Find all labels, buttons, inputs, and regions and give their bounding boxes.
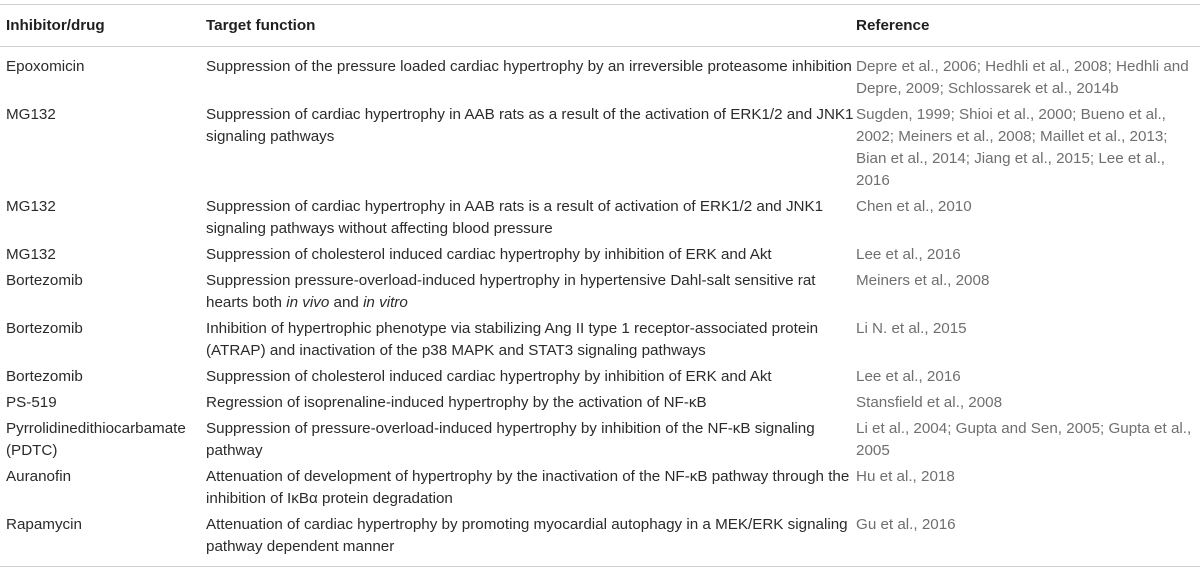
function-text: Inhibition of hypertrophic phenotype via stabilizing Ang II type 1 receptor-associated protein (ATRAP) and inactivation of the p38 MAPK and STAT3 signaling pathways xyxy=(206,320,819,359)
header-target-function: Target function xyxy=(206,5,856,47)
inhibitor-table xyxy=(0,4,1200,567)
cell-inhibitor-drug: Bortezomib xyxy=(6,368,83,385)
cell-target-function xyxy=(206,363,856,389)
function-text: Suppression of cholesterol induced cardiac hypertrophy by inhibition of ERK and Akt xyxy=(206,246,772,263)
cell-inhibitor-drug: Bortezomib xyxy=(6,320,83,337)
cell-reference: Chen et al., 2010 xyxy=(856,198,972,215)
cell-target-function xyxy=(206,101,856,193)
cell-reference: Sugden, 1999; Shioi et al., 2000; Bueno et al., 2002; Meiners et al., 2008; Maillet et al., 2013; Bian et al., 2014; Jiang et al., 2015; Lee et al., 2016 xyxy=(856,106,1168,189)
table-row xyxy=(0,511,1200,567)
function-text: Suppression of the pressure loaded cardiac hypertrophy by an irreversible proteasome inhibition xyxy=(206,58,852,75)
table-header xyxy=(0,5,1200,47)
table-row xyxy=(0,363,1200,389)
cell-reference: Hu et al., 2018 xyxy=(856,468,955,485)
cell-reference: Lee et al., 2016 xyxy=(856,246,961,263)
cell-target-function xyxy=(206,511,856,567)
function-text: Suppression of pressure-overload-induced hypertrophy by inhibition of the NF-κB signaling pathway xyxy=(206,420,815,459)
cell-reference: Meiners et al., 2008 xyxy=(856,272,990,289)
cell-reference: Li et al., 2004; Gupta and Sen, 2005; Gupta et al., 2005 xyxy=(856,420,1192,459)
header-reference: Reference xyxy=(856,5,1200,47)
table-row xyxy=(0,193,1200,241)
table-row xyxy=(0,463,1200,511)
cell-inhibitor-drug: MG132 xyxy=(6,246,56,263)
cell-reference: Stansfield et al., 2008 xyxy=(856,394,1003,411)
cell-inhibitor-drug: Pyrrolidinedithiocarbamate (PDTC) xyxy=(6,420,186,459)
cell-target-function xyxy=(206,315,856,363)
cell-target-function xyxy=(206,389,856,415)
cell-inhibitor-drug: Epoxomicin xyxy=(6,58,85,75)
cell-inhibitor-drug: PS-519 xyxy=(6,394,57,411)
function-text: Attenuation of cardiac hypertrophy by promoting myocardial autophagy in a MEK/ERK signaling pathway dependent manner xyxy=(206,516,848,555)
cell-target-function xyxy=(206,463,856,511)
cell-reference: Li N. et al., 2015 xyxy=(856,320,967,337)
cell-target-function xyxy=(206,193,856,241)
cell-inhibitor-drug: Auranofin xyxy=(6,468,72,485)
table-row xyxy=(0,47,1200,102)
function-text: Suppression of cholesterol induced cardiac hypertrophy by inhibition of ERK and Akt xyxy=(206,368,772,385)
cell-reference: Gu et al., 2016 xyxy=(856,511,1200,567)
function-text: Attenuation of development of hypertrophy by the inactivation of the NF-κB pathway through the inhibition of IκBα protein degradation xyxy=(206,468,850,507)
cell-target-function xyxy=(206,47,856,102)
italic-text: in vivo xyxy=(286,294,330,311)
cell-inhibitor-drug: Bortezomib xyxy=(6,272,83,289)
table-row xyxy=(0,415,1200,463)
function-text: Suppression pressure-overload-induced hypertrophy in hypertensive Dahl-salt sensitive rat hearts both xyxy=(206,272,816,311)
table-body xyxy=(0,47,1200,567)
table-row xyxy=(0,389,1200,415)
cell-inhibitor-drug: MG132 xyxy=(6,198,56,215)
table-row xyxy=(0,101,1200,193)
cell-inhibitor-drug: MG132 xyxy=(6,106,56,123)
cell-reference: Depre et al., 2006; Hedhli et al., 2008; Hedhli and Depre, 2009; Schlossarek et al., 2014b xyxy=(856,58,1189,97)
table-row xyxy=(0,241,1200,267)
table-row xyxy=(0,315,1200,363)
cell-target-function xyxy=(206,267,856,315)
italic-text: in vitro xyxy=(363,294,408,311)
header-row xyxy=(0,5,1200,47)
cell-target-function xyxy=(206,241,856,267)
cell-reference: Lee et al., 2016 xyxy=(856,368,961,385)
function-text: Suppression of cardiac hypertrophy in AAB rats is a result of activation of ERK1/2 and JNK1 signaling pathways without affecting blood pressure xyxy=(206,198,824,237)
table-row xyxy=(0,267,1200,315)
cell-target-function xyxy=(206,415,856,463)
header-inhibitor-drug: Inhibitor/drug xyxy=(0,5,206,47)
function-text: and xyxy=(329,294,364,311)
function-text: Regression of isoprenaline-induced hypertrophy by the activation of NF-κB xyxy=(206,394,707,411)
cell-inhibitor-drug: Rapamycin xyxy=(0,511,206,567)
function-text: Suppression of cardiac hypertrophy in AAB rats as a result of the activation of ERK1/2 and JNK1 signaling pathways xyxy=(206,106,854,145)
